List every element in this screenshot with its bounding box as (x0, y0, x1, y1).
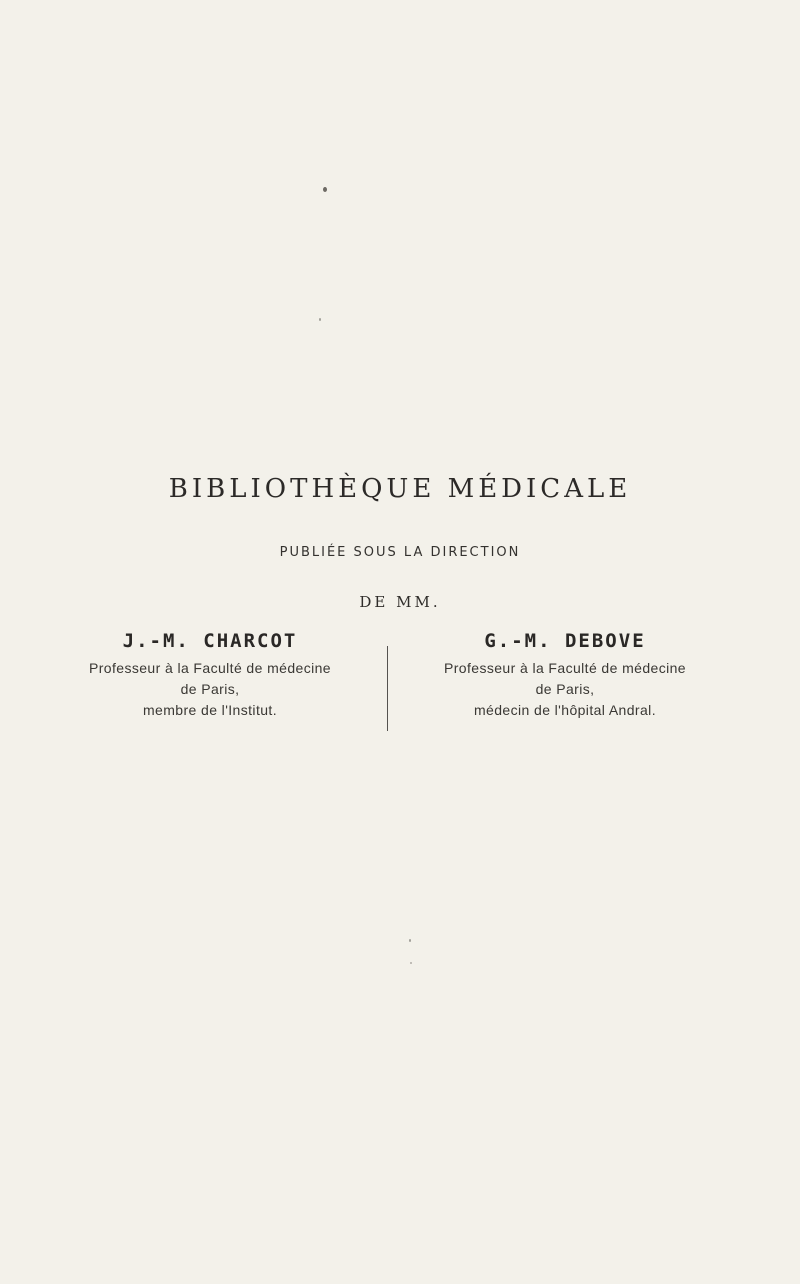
collection-subtitle: PUBLIÉE SOUS LA DIRECTION (279, 545, 521, 560)
director-title-line: membre de l'Institut. (142, 702, 277, 718)
column-divider (387, 646, 388, 731)
director-title-line: Professeur à la Faculté de médecine (88, 660, 331, 676)
ink-speck (409, 939, 411, 942)
director-name: J.-M. CHARCOT (122, 630, 298, 652)
director-name: G.-M. DEBOVE (484, 630, 646, 652)
directors-intro: DE MM. (359, 593, 441, 611)
ink-speck (323, 187, 327, 192)
director-charcot (45, 630, 375, 721)
director-title-line: de Paris, (535, 681, 595, 697)
director-title-line: de Paris, (180, 681, 240, 697)
director-title-line: médecin de l'hôpital Andral. (474, 702, 656, 718)
collection-title: BIBLIOTHÈQUE MÉDICALE (168, 474, 632, 504)
director-debove (395, 630, 735, 721)
ink-speck (410, 962, 412, 964)
ink-speck (319, 318, 321, 321)
director-title-line: Professeur à la Faculté de médecine (443, 660, 686, 676)
